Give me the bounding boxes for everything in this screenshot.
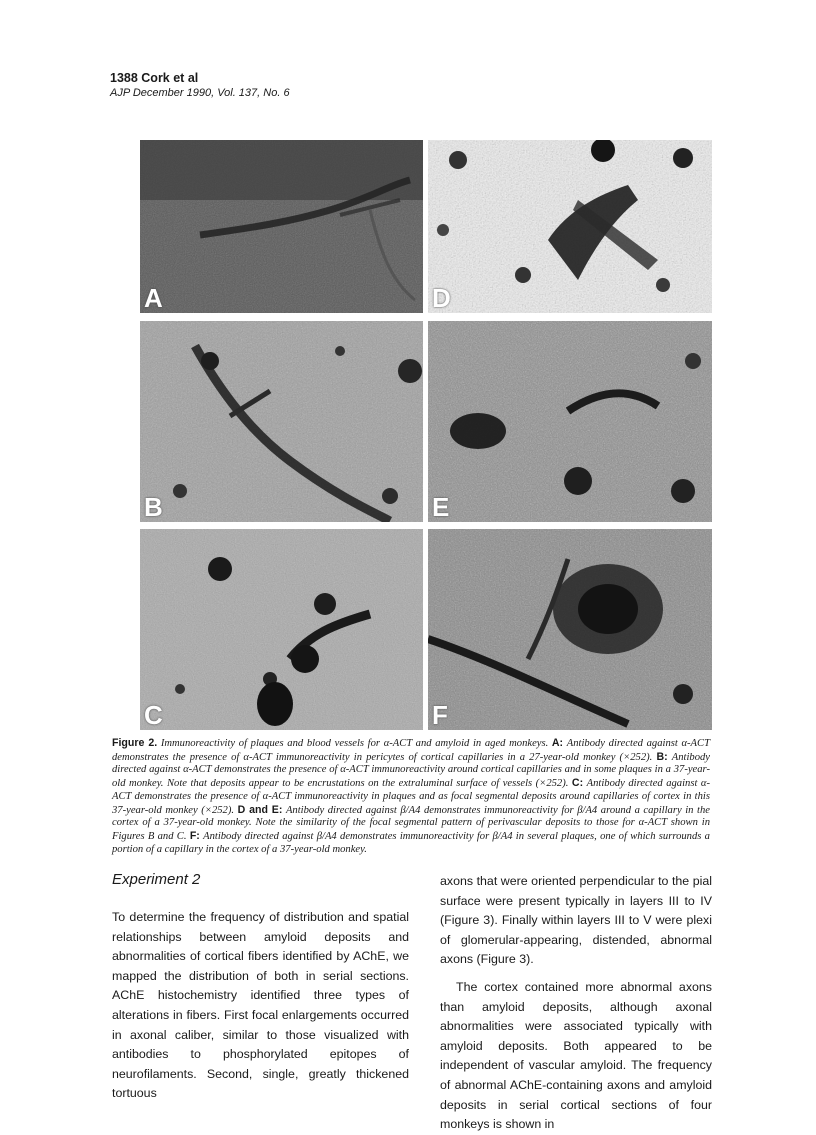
panel-label-c: C bbox=[144, 700, 163, 730]
panel-label-e: E bbox=[432, 492, 450, 522]
micrograph-f bbox=[428, 529, 712, 730]
journal-citation: AJP December 1990, Vol. 137, No. 6 bbox=[110, 87, 290, 99]
micrograph-c bbox=[140, 529, 423, 730]
body-column-left bbox=[112, 870, 409, 1104]
figure-panel-f bbox=[428, 529, 712, 730]
figure-panel-b bbox=[140, 321, 423, 522]
panel-label-a: A bbox=[144, 283, 163, 313]
caption-text-de: Antibody directed against β/A4 demonstrates immunoreactivity for β/A4 around a capillary in the cortex of a 37-year-old monkey. Note the similarity of the focal segmental pattern of perivascular deposits to those for α-ACT shown in Figures B and C. bbox=[112, 804, 710, 842]
body-column-right bbox=[440, 872, 712, 1135]
figure-caption bbox=[112, 737, 710, 856]
page-number-author: 1388 Cork et al bbox=[110, 71, 199, 85]
panel-label-b: B bbox=[144, 492, 163, 522]
micrograph-e bbox=[428, 321, 712, 522]
body-paragraph: To determine the frequency of distribution and spatial relationships between amyloid deposits and abnormalities of cortical fibers identified by AChE, we mapped the distribution of both in serial sections. AChE histochemistry identified three types of alterations in fibers. First focal enlargements occurred in axonal caliber, similar to those visualized with antibodies to phosphorylated epitopes of neurofilaments. Second, single, greatly thickened tortuous bbox=[112, 910, 409, 1101]
caption-text-f: Antibody directed against β/A4 demonstrates immunoreactivity for β/A4 in several plaques, one of which surrounds a portion of a capillary in the cortex of a 37-year-old monkey. bbox=[112, 830, 710, 855]
body-paragraph: The cortex contained more abnormal axons than amyloid deposits, although axonal abnormalities were associated typically with amyloid deposits. Both appeared to be independent of vascular amyloid. The frequency of abnormal AChE-containing axons and amyloid deposits in serial cortical sections of four monkeys is shown in bbox=[440, 979, 712, 1132]
micrograph-a bbox=[140, 140, 423, 313]
caption-panel-f-label: F: bbox=[189, 829, 200, 842]
figure-panel-e bbox=[428, 321, 712, 522]
figure-panel-a bbox=[140, 140, 423, 313]
caption-text-a: Antibody directed against α-ACT demonstrates the presence of α-ACT immunoreactivity in pericytes of cortical capillaries in a 27-year-old monkey (×252). bbox=[112, 738, 710, 763]
caption-panel-de-label: D and E: bbox=[237, 803, 283, 816]
caption-text-c: Antibody directed against α-ACT demonstrates the presence of α-ACT immunoreactivity in plaques and as focal segmental deposits around capillaries of cortex in this 37-year-old monkey (×252). bbox=[112, 778, 710, 816]
panel-label-f: F bbox=[432, 700, 448, 730]
caption-panel-a-label: A: bbox=[551, 737, 564, 749]
micrograph-d bbox=[428, 140, 712, 313]
figure-panel-d bbox=[428, 140, 712, 313]
running-header bbox=[110, 70, 290, 101]
caption-text-b: Antibody directed against α-ACT demonstrates the presence of α-ACT immunoreactivity around cortical capillaries and in some plaques in a 37-year-old monkey. Note that deposits appear to be encrustations on the extraluminal surface of vessels (×252). bbox=[112, 751, 711, 790]
caption-panel-b-label: B: bbox=[656, 750, 668, 763]
micrograph-b bbox=[140, 321, 423, 522]
section-heading: Experiment 2 bbox=[112, 871, 201, 888]
body-paragraph: axons that were oriented perpendicular to the pial surface were present typically in layers III to IV (Figure 3). Finally within layers III to V were plexi of glomerular-appearing, distended, abnormal axons (Figure 3). bbox=[440, 874, 712, 967]
caption-label: Figure 2. bbox=[112, 737, 158, 749]
caption-text-intro: Immunoreactivity of plaques and blood vessels for α-ACT and amyloid in aged monkeys. bbox=[160, 738, 549, 749]
figure-panel-c bbox=[140, 529, 423, 730]
caption-panel-c-label: C: bbox=[571, 777, 584, 790]
panel-label-d: D bbox=[432, 283, 451, 313]
